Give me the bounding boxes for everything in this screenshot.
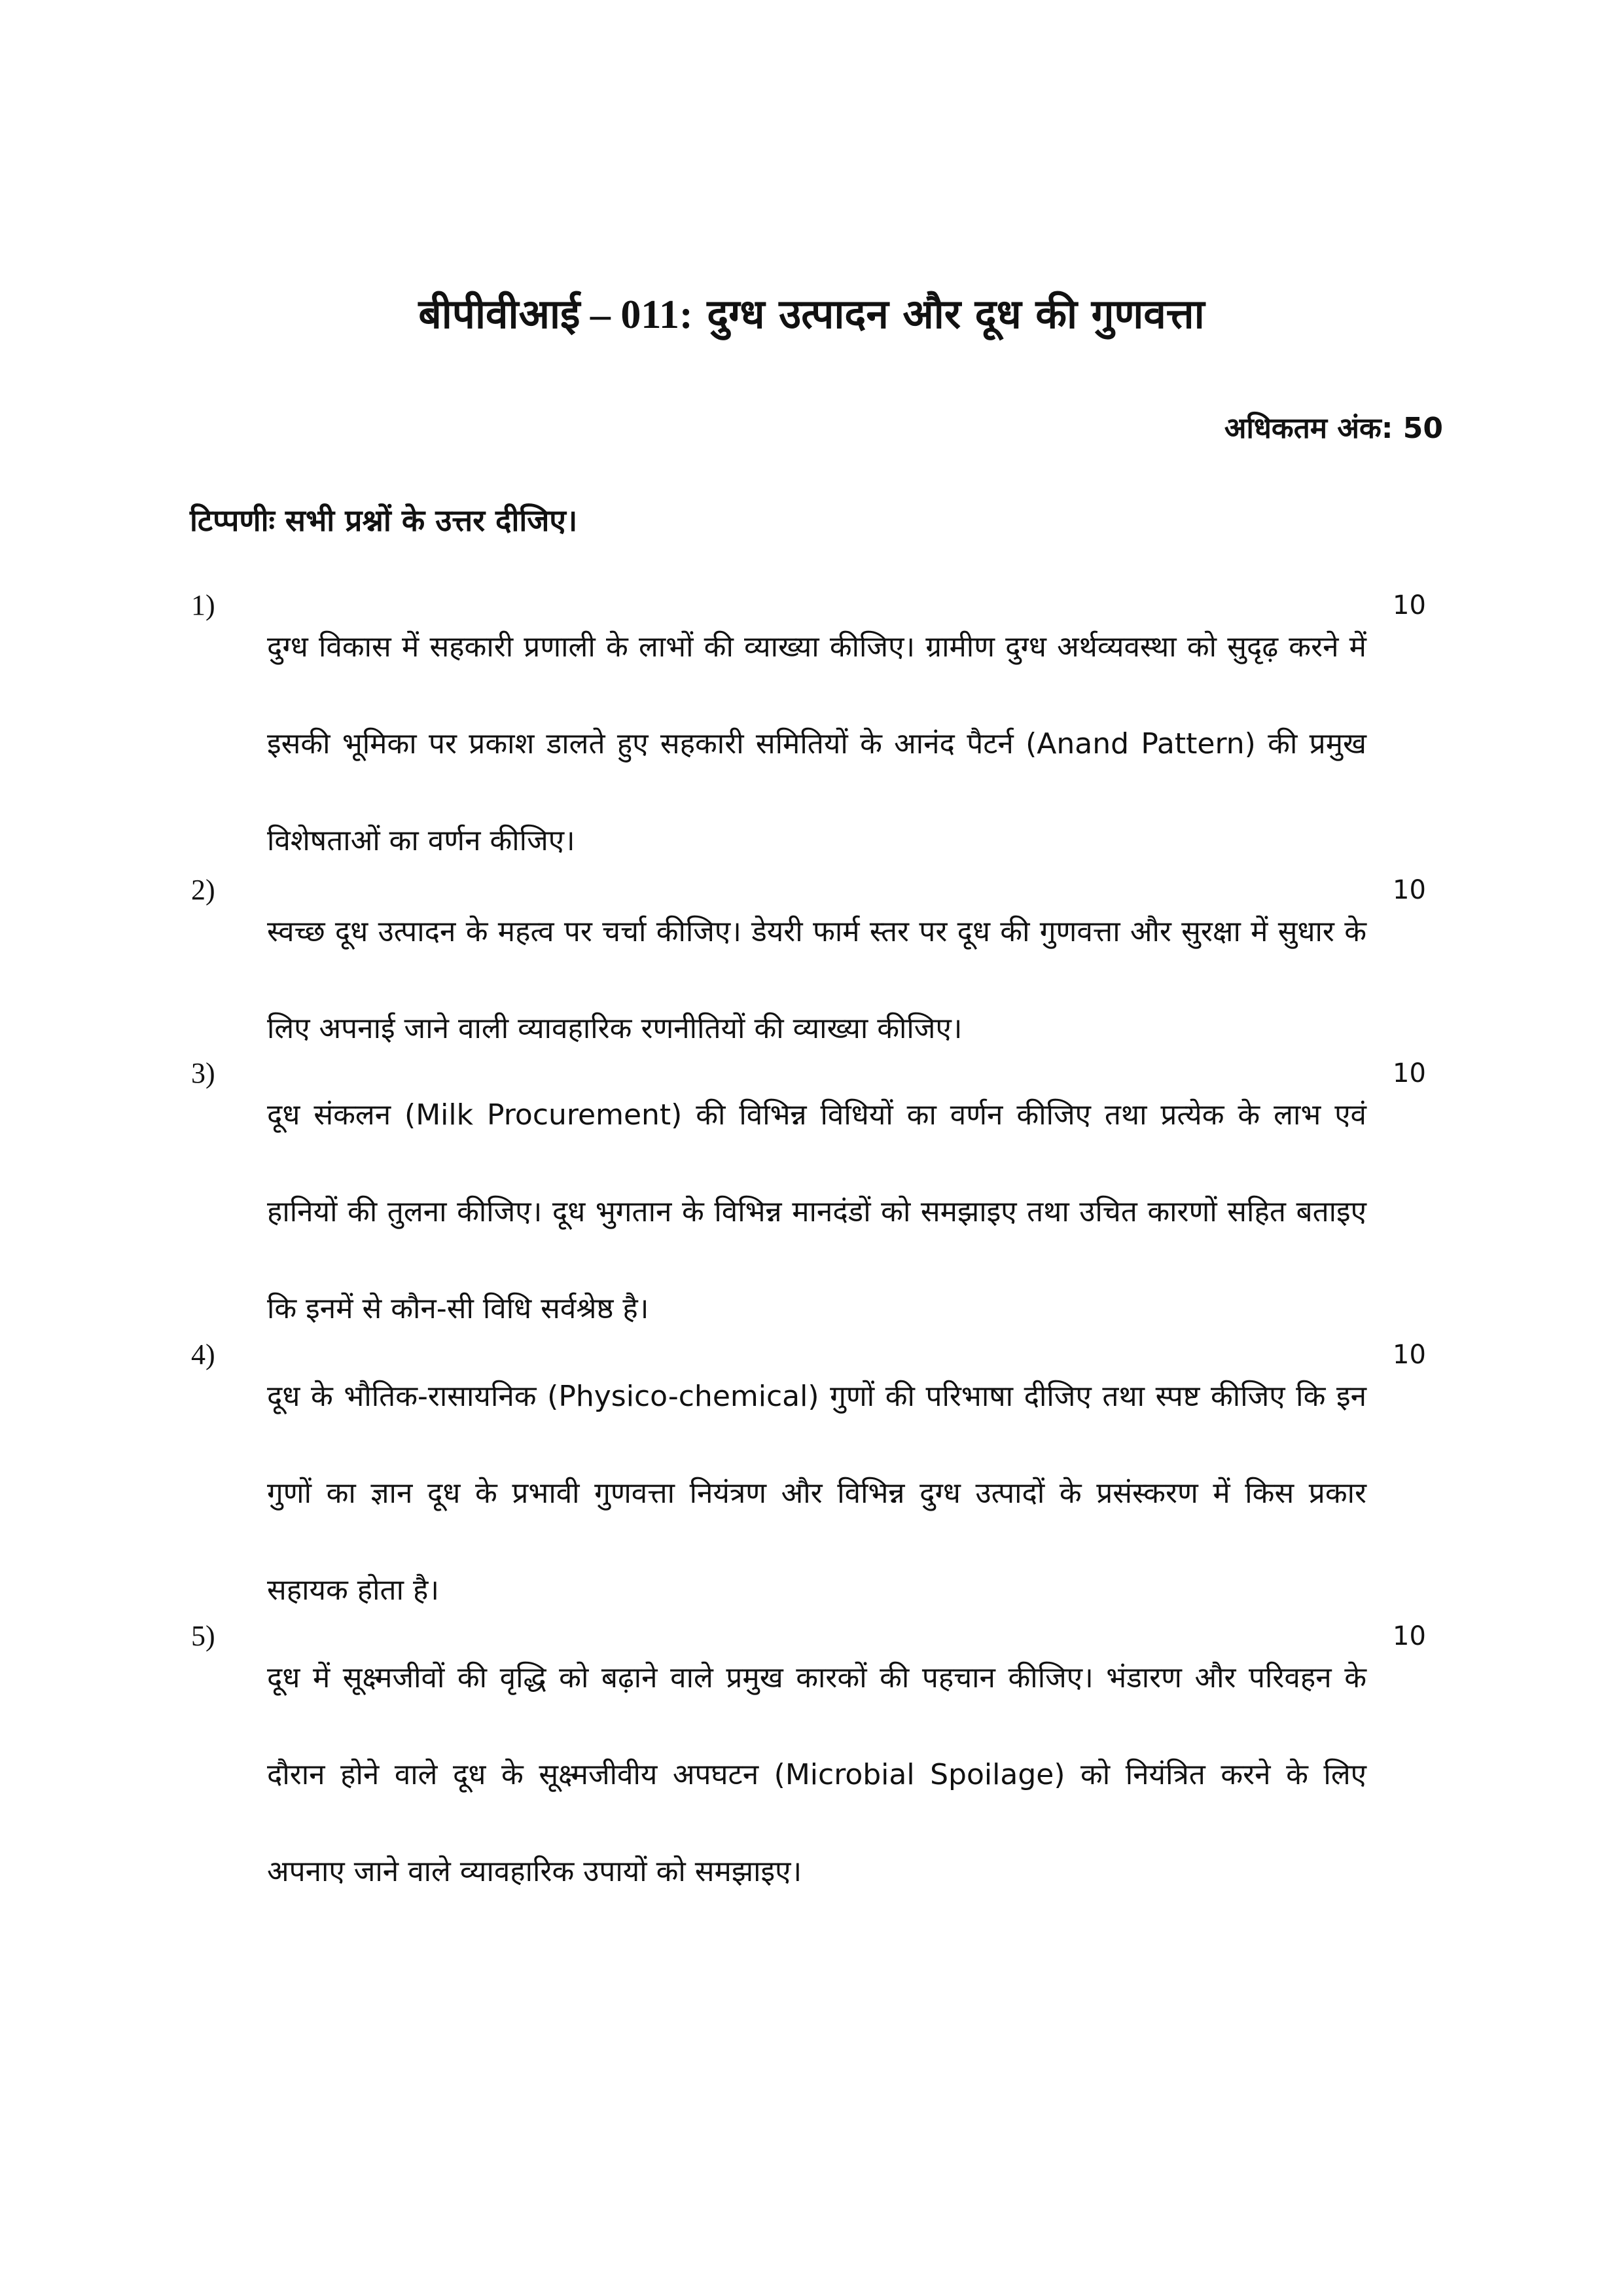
question-marks: 10 bbox=[1393, 590, 1426, 620]
question-marks: 10 bbox=[1393, 1058, 1426, 1088]
question-number: 2) bbox=[191, 874, 215, 906]
question-number: 4) bbox=[191, 1338, 215, 1371]
question-marks: 10 bbox=[1393, 1340, 1426, 1370]
question-text: दुग्ध विकास में सहकारी प्रणाली के लाभों की व्याख्या कीजिए। ग्रामीण दुग्ध अर्थव्यवस्था को सुदृढ़ करने में इसकी भूमिका पर प्रकाश डालते हुए सहकारी समितियों के आनंद पैटर्न (Anand Pattern) की प्रमुख विशेषताओं का वर्णन कीजिए। bbox=[267, 630, 1366, 857]
max-marks-label: अधिकतम अंक: bbox=[1224, 412, 1393, 445]
course-code-number: – 011: bbox=[580, 293, 693, 337]
question-text: दूध में सूक्ष्मजीवों की वृद्धि को बढ़ाने वाले प्रमुख कारकों की पहचान कीजिए। भंडारण और परिवहन के दौरान होने वाले दूध के सूक्ष्मजीवीय अपघटन (Microbial Spoilage) को नियंत्रित करने के लिए अपनाए जाने वाले व्यावहारिक उपायों को समझाइए। bbox=[267, 1661, 1366, 1888]
max-marks-value: 50 bbox=[1402, 412, 1443, 445]
question-number: 3) bbox=[191, 1057, 215, 1089]
max-marks bbox=[1224, 403, 1443, 455]
question-text: दूध के भौतिक-रासायनिक (Physico-chemical) गुणों की परिभाषा दीजिए तथा स्पष्ट कीजिए कि इन गुणों का ज्ञान दूध के प्रभावी गुणवत्ता नियंत्रण और विभिन्न दुग्ध उत्पादों के प्रसंस्करण में किस प्रकार सहायक होता है। bbox=[267, 1380, 1366, 1607]
question-number: 5) bbox=[191, 1620, 215, 1652]
question-marks: 10 bbox=[1393, 875, 1426, 905]
instructions-note: टिप्पणीः सभी प्रश्नों के उत्तर दीजिए। bbox=[190, 503, 578, 538]
question-number: 1) bbox=[191, 589, 215, 621]
page-title bbox=[0, 278, 1623, 351]
question-text: स्वच्छ दूध उत्पादन के महत्व पर चर्चा कीजिए। डेयरी फार्म स्तर पर दूध की गुणवत्ता और सुरक्षा में सुधार के लिए अपनाई जाने वाली व्यावहारिक रणनीतियों की व्याख्या कीजिए। bbox=[267, 915, 1366, 1045]
question-text: दूध संकलन (Milk Procurement) की विभिन्न विधियों का वर्णन कीजिए तथा प्रत्येक के लाभ एवं हानियों की तुलना कीजिए। दूध भुगतान के विभिन्न मानदंडों को समझाइए तथा उचित कारणों सहित बताइए कि इनमें से कौन-सी विधि सर्वश्रेष्ठ है। bbox=[267, 1098, 1366, 1325]
question-marks: 10 bbox=[1393, 1621, 1426, 1651]
course-code-hindi: बीपीवीआई bbox=[418, 290, 580, 338]
course-subject: दुग्ध उत्पादन और दूध की गुणवत्ता bbox=[692, 290, 1205, 338]
